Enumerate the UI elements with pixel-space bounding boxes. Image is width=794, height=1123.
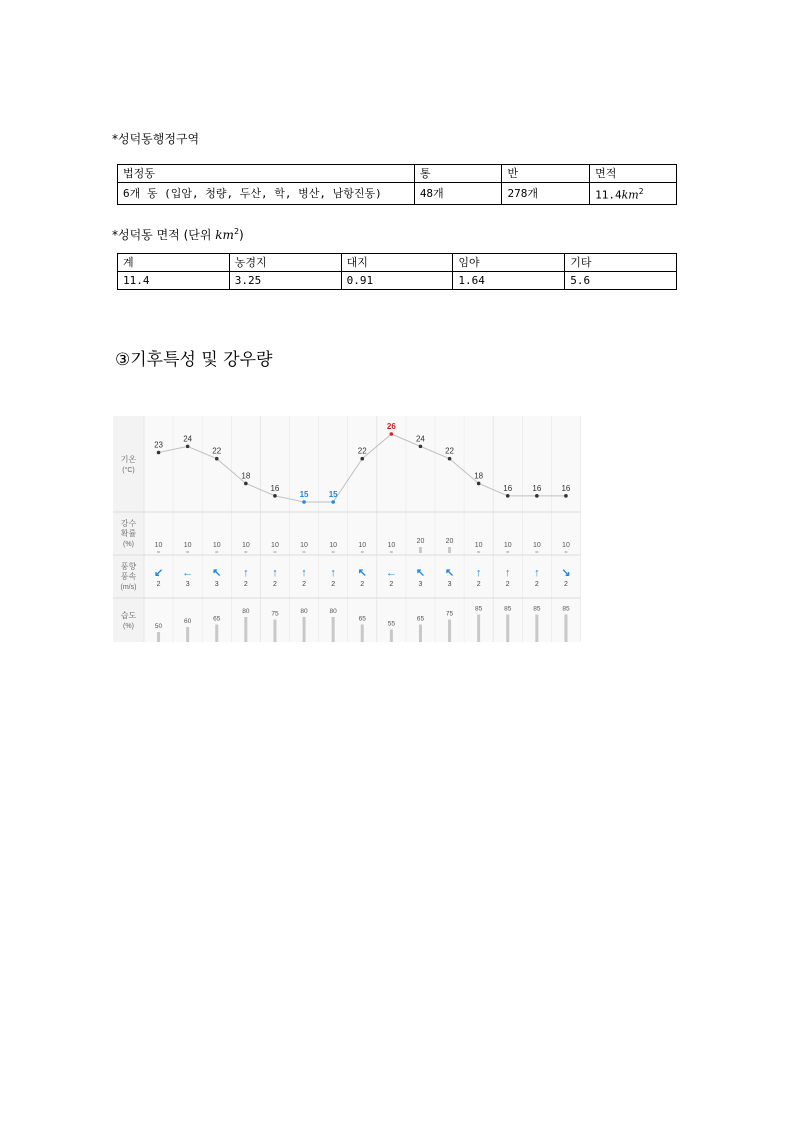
wind-speed-label: 2 — [534, 581, 539, 588]
table-header-row — [118, 254, 677, 272]
humidity-bar — [390, 630, 393, 643]
area-cell — [590, 183, 677, 205]
wind-speed-label: 2 — [360, 581, 365, 588]
temperature-label: 22 — [357, 446, 367, 456]
temperature-point — [302, 500, 306, 504]
precip-bar — [506, 551, 509, 553]
humidity-bar — [448, 620, 451, 643]
temperature-point — [390, 432, 394, 436]
precip-bar — [361, 551, 364, 553]
humidity-bar — [273, 620, 276, 643]
precip-bar — [564, 551, 567, 553]
temperature-label: 18 — [241, 471, 251, 481]
humidity-label: 85 — [504, 605, 512, 613]
precip-bar — [448, 547, 451, 553]
temperature-label: 18 — [474, 471, 484, 481]
temperature-label: 16 — [270, 483, 280, 493]
section-heading: ③기후특성 및 강우량 — [115, 350, 273, 370]
temperature-label: 26 — [386, 422, 396, 431]
wind-direction-icon: ↘ — [561, 567, 571, 579]
temperature-point — [360, 457, 364, 461]
humidity-bar — [303, 617, 306, 642]
table-row — [118, 183, 677, 205]
wind-speed-label: 2 — [243, 581, 248, 588]
wind-speed-label: 3 — [418, 581, 423, 588]
temperature-row-label: (°C) — [122, 467, 135, 474]
temperature-label: 16 — [561, 483, 571, 493]
area-unit: km — [621, 188, 639, 202]
wind-speed-label: 2 — [331, 581, 336, 588]
precip-label: 10 — [329, 542, 338, 549]
humidity-bar — [332, 617, 335, 642]
humidity-label: 85 — [533, 605, 541, 613]
table-cell: 3.25 — [229, 272, 341, 290]
precip-label: 10 — [212, 542, 221, 549]
area-caption-exponent: 2 — [233, 227, 240, 236]
wind-speed-label: 3 — [447, 581, 452, 588]
precip-bar — [535, 551, 538, 553]
humidity-bar — [564, 615, 567, 643]
temperature-label: 22 — [212, 446, 222, 456]
precip-label: 10 — [271, 542, 279, 549]
temperature-label: 16 — [503, 483, 513, 493]
table-header-cell: 반 — [502, 165, 590, 183]
precip-bar — [332, 551, 335, 553]
humidity-row-label: (%) — [123, 623, 134, 630]
area-caption-close: ) — [239, 228, 244, 242]
precip-label: 10 — [241, 542, 250, 549]
wind-speed-label: 2 — [563, 581, 568, 588]
humidity-bar — [361, 625, 364, 643]
wind-direction-icon: ↑ — [301, 567, 307, 579]
weather-forecast-svg — [113, 416, 583, 642]
wind-direction-icon: ↖ — [444, 567, 455, 579]
humidity-bar — [477, 615, 480, 643]
wind-direction-icon: ↑ — [475, 567, 482, 579]
temperature-label: 23 — [154, 440, 164, 450]
precip-label: 10 — [300, 542, 308, 549]
temperature-point — [186, 445, 190, 449]
wind-speed-label: 2 — [389, 581, 394, 588]
humidity-bar — [506, 615, 509, 643]
precip-label: 10 — [562, 542, 570, 549]
humidity-label: 50 — [154, 623, 163, 630]
table-header-cell: 임야 — [453, 254, 565, 272]
humidity-label: 75 — [445, 610, 454, 618]
wind-speed-label: 2 — [476, 581, 481, 588]
precip-label: 10 — [503, 542, 512, 549]
precip-bar — [186, 551, 189, 553]
temperature-point — [564, 494, 568, 498]
table-cell: 11.4 — [118, 272, 230, 290]
temperature-label: 24 — [183, 434, 193, 444]
wind-row-label: 풍속 — [120, 572, 137, 581]
precip-label: 20 — [445, 538, 454, 545]
temperature-row-label: 기온 — [120, 455, 137, 464]
table-cell: 6개 동 (입암, 청량, 두산, 학, 병산, 남항진동) — [118, 183, 415, 205]
area-caption — [112, 226, 244, 243]
temperature-label: 15 — [299, 490, 309, 499]
humidity-bar — [215, 625, 218, 643]
humidity-label: 85 — [475, 605, 483, 613]
wind-direction-icon: ← — [182, 567, 194, 579]
temperature-point — [157, 451, 161, 455]
humidity-bar — [244, 617, 247, 642]
temperature-label: 15 — [328, 490, 338, 499]
precip-label: 10 — [154, 542, 163, 549]
wind-direction-icon: ← — [385, 567, 397, 579]
humidity-label: 60 — [184, 618, 192, 625]
table-header-row — [118, 165, 677, 183]
table-cell: 5.6 — [565, 272, 677, 290]
precip-bar — [244, 551, 247, 553]
table-cell: 278개 — [502, 183, 590, 205]
table-header-cell: 법정동 — [118, 165, 415, 183]
temperature-label: 24 — [415, 434, 425, 444]
wind-speed-label: 2 — [505, 581, 510, 588]
humidity-bar — [157, 632, 160, 642]
temperature-point — [477, 482, 481, 486]
temperature-point — [506, 494, 510, 498]
precip-row-label: 강수 — [120, 519, 137, 528]
precip-label: 10 — [474, 542, 483, 549]
area-caption-text: *성덕동 면적 (단위 — [112, 228, 216, 242]
precip-label: 10 — [183, 542, 192, 549]
weather-forecast-panel — [113, 416, 583, 646]
precip-bar — [273, 551, 276, 553]
wind-direction-icon: ↑ — [272, 567, 278, 579]
wind-direction-icon: ↖ — [212, 567, 222, 579]
table-header-cell: 통 — [414, 165, 502, 183]
humidity-label: 80 — [329, 608, 337, 615]
humidity-bar — [186, 627, 189, 642]
table-header-cell: 농경지 — [229, 254, 341, 272]
wind-speed-label: 3 — [214, 581, 219, 588]
temperature-point — [215, 457, 219, 461]
table-cell: 0.91 — [341, 272, 453, 290]
humidity-label: 80 — [242, 608, 250, 615]
area-unit-exponent: 2 — [638, 187, 644, 196]
humidity-row-label: 습도 — [120, 611, 137, 620]
temperature-label: 16 — [532, 483, 542, 493]
wind-direction-icon: ↑ — [330, 567, 336, 579]
area-caption-unit: km — [215, 228, 234, 242]
humidity-label: 80 — [300, 608, 308, 615]
temperature-point — [273, 494, 277, 498]
precip-label: 10 — [387, 542, 396, 549]
humidity-label: 55 — [387, 620, 395, 628]
precip-label: 10 — [532, 542, 541, 549]
table-cell: 48개 — [414, 183, 502, 205]
wind-direction-icon: ↑ — [505, 567, 511, 579]
humidity-label: 65 — [358, 615, 366, 623]
wind-speed-label: 2 — [272, 581, 277, 588]
precip-bar — [215, 551, 218, 553]
precip-bar — [157, 551, 160, 553]
wind-direction-icon: ↖ — [415, 567, 426, 579]
admin-district-table — [117, 164, 677, 205]
table-cell: 1.64 — [453, 272, 565, 290]
precip-bar — [390, 551, 393, 553]
wind-row-label: (m/s) — [120, 584, 137, 591]
table-header-cell: 면적 — [590, 165, 677, 183]
wind-speed-label: 2 — [156, 581, 161, 588]
wind-direction-icon: ↙ — [153, 567, 164, 579]
table-header-cell: 계 — [118, 254, 230, 272]
wind-direction-icon: ↖ — [357, 567, 367, 579]
area-breakdown-table — [117, 253, 677, 290]
temperature-point — [331, 500, 335, 504]
temperature-label: 22 — [445, 446, 455, 456]
wind-speed-label: 2 — [302, 581, 307, 588]
table-header-cell: 기타 — [565, 254, 677, 272]
precip-row-label: (%) — [123, 541, 134, 548]
table-row — [118, 272, 677, 290]
wind-speed-label: 3 — [185, 581, 190, 588]
wind-direction-icon: ↑ — [534, 567, 540, 579]
wind-direction-icon: ↑ — [243, 567, 249, 579]
precip-bar — [303, 551, 306, 553]
area-value: 11.4 — [595, 188, 622, 202]
humidity-bar — [419, 625, 422, 643]
humidity-label: 65 — [213, 615, 221, 623]
precip-bar — [419, 547, 422, 553]
precip-label: 10 — [358, 542, 367, 549]
temperature-point — [244, 482, 248, 486]
precip-bar — [477, 551, 480, 553]
humidity-label: 85 — [562, 605, 570, 613]
humidity-bar — [535, 615, 538, 643]
temperature-point — [448, 457, 452, 461]
wind-row-label: 풍향 — [120, 562, 137, 571]
temperature-point — [419, 445, 423, 449]
admin-district-caption: *성덕동행정구역 — [112, 132, 200, 146]
humidity-label: 65 — [416, 615, 425, 623]
temperature-point — [535, 494, 539, 498]
table-header-cell: 대지 — [341, 254, 453, 272]
precip-label: 20 — [416, 538, 425, 545]
humidity-label: 75 — [271, 610, 279, 618]
precip-row-label: 확률 — [120, 529, 137, 538]
